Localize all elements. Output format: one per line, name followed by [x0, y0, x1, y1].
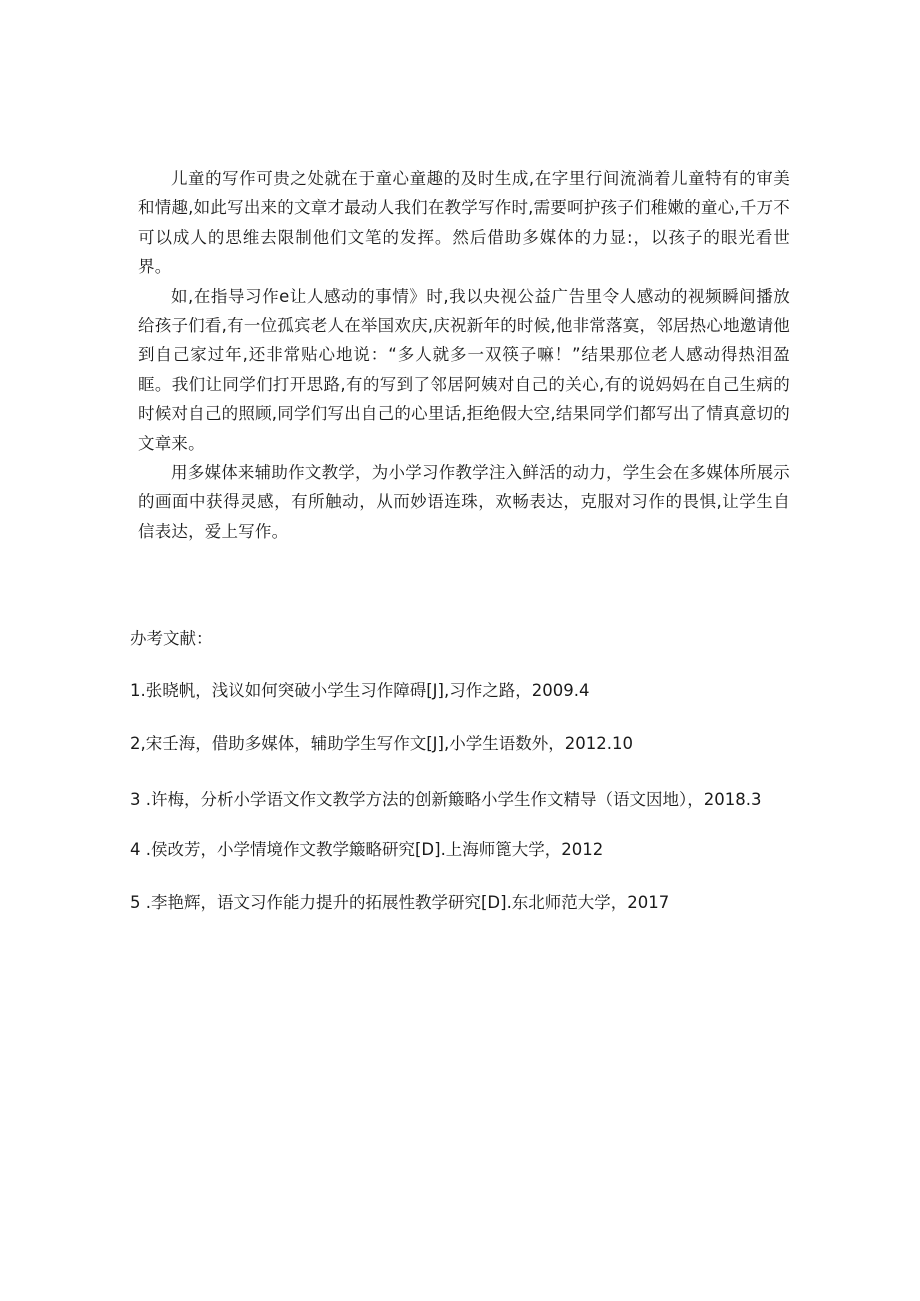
- paragraph-3: 用多媒体来辅助作文教学，为小学习作教学注入鲜活的动力，学生会在多媒体所展示的画面中获得灵感，有所触动，从而妙语连珠，欢畅表达，克服对习作的畏惧,让学生自信表达，爱上写作。: [138, 463, 790, 541]
- references-section: [130, 627, 790, 944]
- reference-item-5: 5 .李艳辉，语文习作能力提升的拓展性教学研究[D].东北师范大学，2017: [130, 893, 670, 912]
- body-text: [138, 164, 790, 546]
- reference-item-1: 1.张晓帆，浅议如何突破小学生习作障碍[J],习作之路，2009.4: [130, 681, 590, 700]
- references-heading: 办考文献：: [130, 629, 213, 648]
- reference-item-3: 3 .许梅，分析小学语文作文教学方法的创新簸略小学生作文精导（语文因地），2018.3: [130, 790, 762, 809]
- paragraph-1: 儿童的写作可贵之处就在于童心童趣的及时生成,在字里行间流淌着儿童特有的审美和情趣,如此写出来的文章才最动人我们在教学写作时,需要呵护孩子们稚嫩的童心,千万不可以成人的思维去限制他们文笔的发挥。然后借助多媒体的力显:，以孩子的眼光看世界。: [138, 169, 790, 277]
- paragraph-2: 如,在指导习作e让人感动的事情》时,我以央视公益广告里令人感动的视频瞬间播放给孩子们看,有一位孤宾老人在举国欢庆,庆祝新年的时候,他非常落寞，邻居热心地邀请他到自己家过年,还非常贴心地说：“多人就多一双筷子嘛！”结果那位老人感动得热泪盈眶。我们让同学们打开思路,有的写到了邻居阿姨对自己的关心,有的说妈妈在自己生病的时候对自己的照顾,同学们写出自己的心里话,拒绝假大空,结果同学们都写出了情真意切的文章来。: [138, 286, 790, 453]
- reference-item-2: 2,宋壬海，借助多媒体，辅助学生写作文[J],小学生语数外，2012.10: [130, 734, 633, 753]
- reference-item-4: 4 .侯改芳，小学情境作文教学簸略研究[D].上海师篦大学，2012: [130, 840, 604, 859]
